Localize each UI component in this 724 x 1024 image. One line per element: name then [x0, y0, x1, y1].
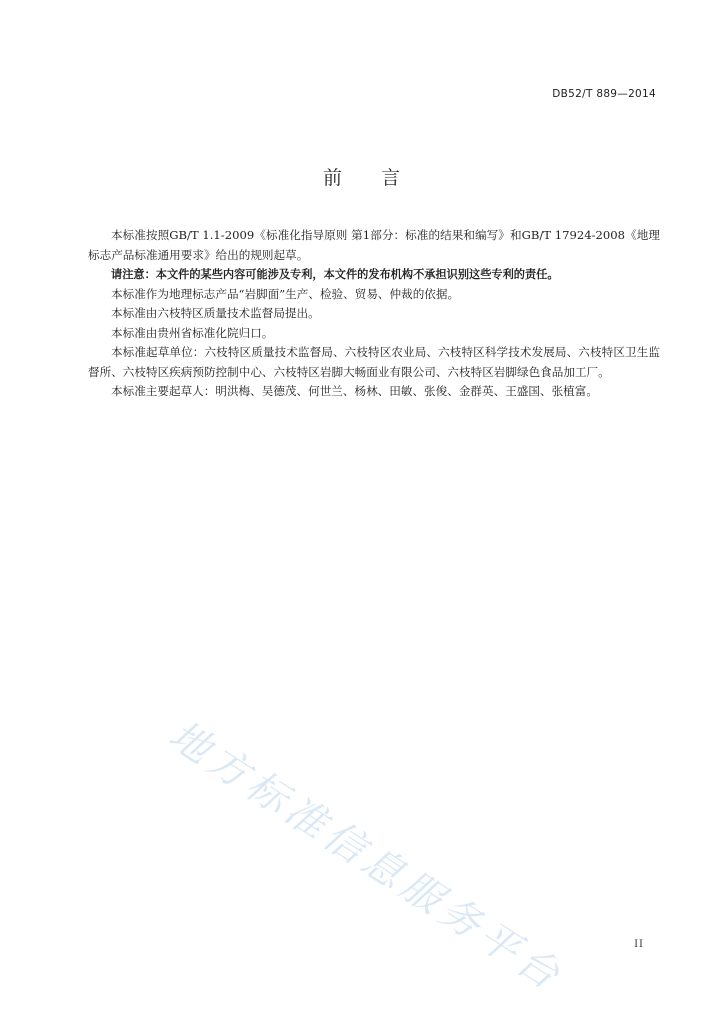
- paragraph-drafting-units: 本标准起草单位：六枝特区质量技术监督局、六枝特区农业局、六枝特区科学技术发展局、六枝特区卫生监督所、六枝特区疾病预防控制中心、六枝特区岩脚大畅面业有限公司、六枝特区岩脚绿色食品加工厂。: [88, 345, 660, 379]
- page-number: II: [634, 939, 644, 950]
- paragraph-drafters: 本标准主要起草人：明洪梅、吴德茂、何世兰、杨林、田敏、张俊、金群英、王盛国、张植富。: [111, 384, 598, 398]
- standard-code: DB52/T 889—2014: [552, 88, 656, 100]
- paragraph-drafting-rules: 本标准按照GB/T 1.1-2009《标准化指导原则 第1部分：标准的结果和编写》和GB/T 17924-2008《地理标志产品标准通用要求》给出的规则起草。: [88, 228, 660, 262]
- paragraph-purpose: 本标准作为地理标志产品“岩脚面”生产、检验、贸易、仲裁的依据。: [111, 286, 460, 301]
- foreword-body: [88, 226, 660, 402]
- paragraph-patent-notice: 请注意：本文件的某些内容可能涉及专利，本文件的发布机构不承担识别这些专利的责任。: [111, 268, 559, 281]
- paragraph-proposed-by: 本标准由六枝特区质量技术监督局提出。: [111, 306, 320, 320]
- page-title-char-2: 言: [381, 167, 402, 189]
- paragraph-centralized-by: 本标准由贵州省标准化院归口。: [111, 325, 274, 340]
- page-title: [0, 163, 724, 190]
- watermark: 地方标准信息服务平台: [160, 712, 572, 1002]
- page-title-char-1: 前: [322, 167, 343, 189]
